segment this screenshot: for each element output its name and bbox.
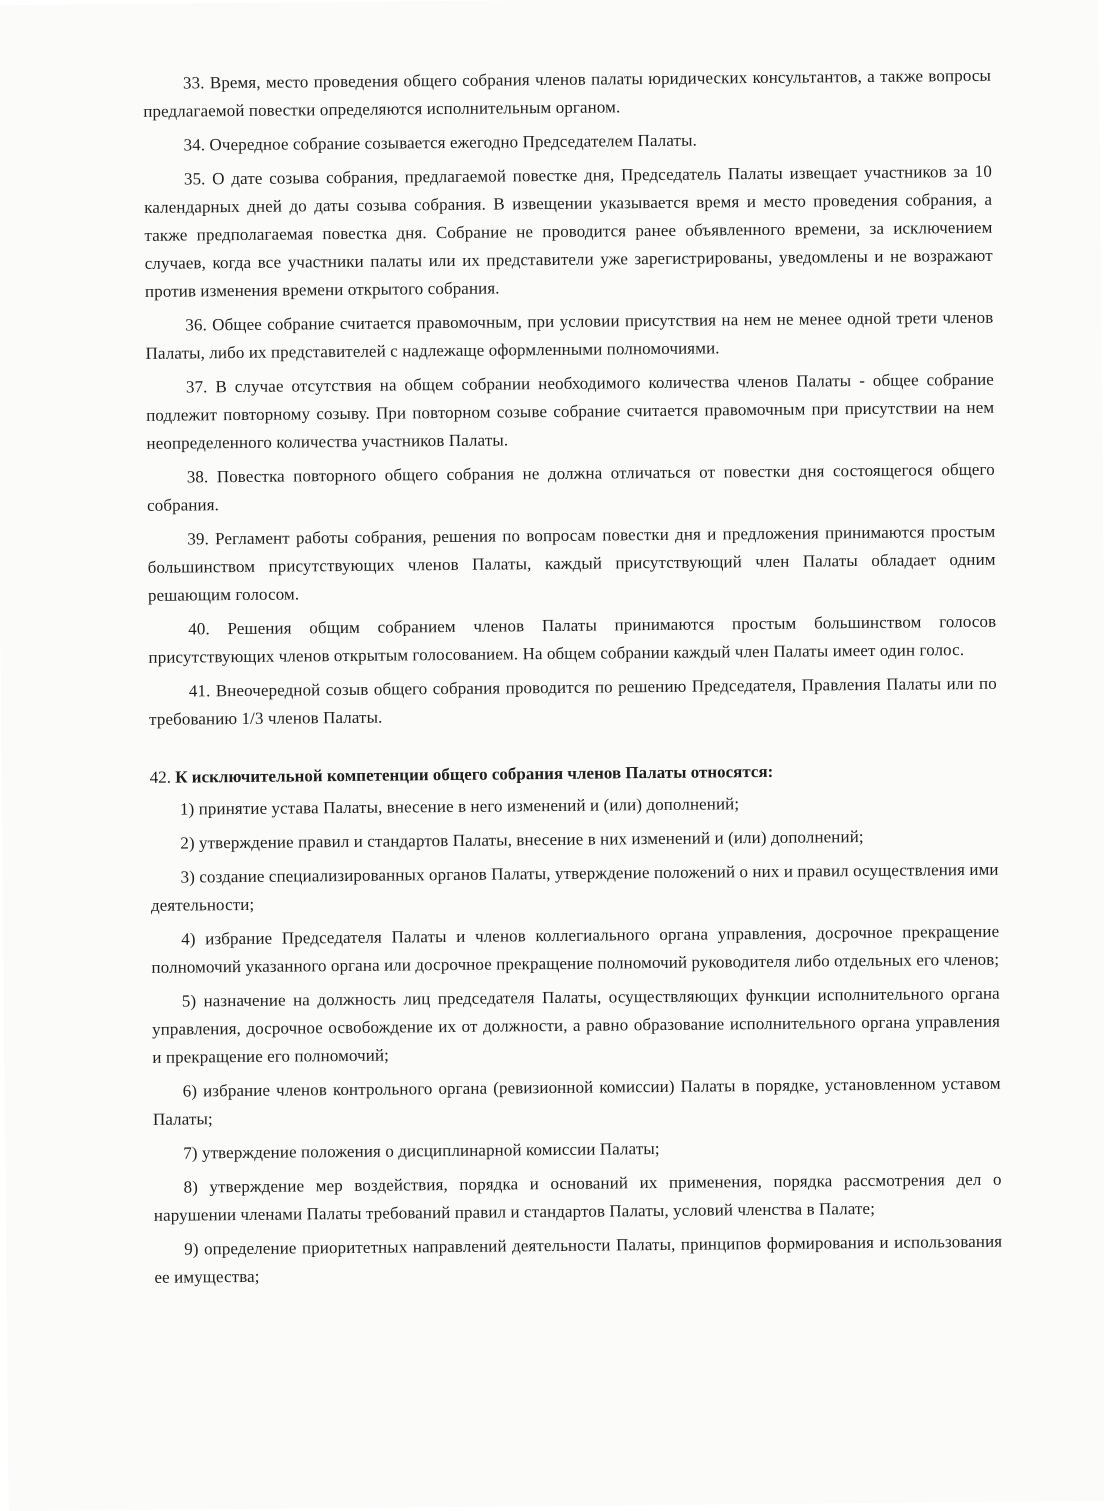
paragraph-33: 33. Время, место проведения общего собрания членов палаты юридических консультантов, а также вопросы предлагаемой повестки определяются исполнительным органом. — [143, 65, 992, 121]
list-item-5: 5) назначение на должность лиц председателя Палаты, осуществляющих функции исполнительного органа управления, досрочное освобождение их от должности, а равно образование исполнительного органа управления и прекращение его полномочий; — [151, 983, 1001, 1067]
list-item-2: 2) утверждение правил и стандартов Палаты, внесение в них изменений и (или) дополнений; — [180, 827, 864, 853]
paragraph-38: 38. Повестка повторного общего собрания не должна отличаться от повестки дня состоящегося общего собрания. — [146, 459, 995, 515]
paragraph-40: 40. Решения общим собранием членов Палаты принимаются простым большинством голосов присутствующих членов открытым голосованием. На общем собрании каждый член Палаты имеет один голос. — [148, 611, 997, 667]
section-heading-text: К исключительной компетенции общего собрания членов Палаты относятся: — [175, 761, 774, 787]
paragraph-36: 36. Общее собрание считается правомочным, при условии присутствия на нем не менее одной трети членов Палаты, либо их представителей с надлежаще оформленными полномочиями. — [145, 307, 994, 363]
paragraph-37: 37. В случае отсутствия на общем собрании необходимого количества членов Палаты - общее собрание подлежит повторному созыву. При повторном созыве собрание считается правомочным при присутствии на нем неопределенного количества участников Палаты. — [146, 369, 995, 453]
list-item-7: 7) утверждение положения о дисциплинарной комиссии Палаты; — [183, 1138, 660, 1163]
section-heading — [150, 756, 998, 792]
list-item-3: 3) создание специализированных органов Палаты, утверждение положений о них и правил осуществления ими деятельности; — [150, 859, 999, 915]
list-item-4: 4) избрание Председателя Палаты и членов коллегиального органа управления, досрочное прекращение полномочий указанного органа или досрочное прекращение полномочий руководителя либо отдельных его членов; — [151, 921, 1000, 977]
list-item-1: 1) принятие устава Палаты, внесение в него изменений и (или) дополнений; — [179, 794, 740, 819]
section-number: 42. — [149, 767, 172, 787]
list-item-8: 8) утверждение мер воздействия, порядка и оснований их применения, порядка рассмотрения дел о нарушении членами Палаты требований правил и стандартов Палаты, условий членства в Палате; — [153, 1169, 1002, 1225]
list-item-6: 6) избрание членов контрольного органа (ревизионной комиссии) Палаты в порядке, установленном уставом Палаты; — [152, 1073, 1001, 1129]
paragraph-39: 39. Регламент работы собрания, решения по вопросам повестки дня и предложения принимаются простым большинством присутствующих членов Палаты, каждый присутствующий член Палаты обладает одним решающим голосом. — [147, 521, 996, 605]
paragraph-41: 41. Внеочередной созыв общего собрания проводится по решению Председателя, Правления Палаты или по требованию 1/3 членов Палаты. — [149, 673, 997, 729]
paragraph-35: 35. О дате созыва собрания, предлагаемой повестке дня, Председатель Палаты извещает участников за 10 календарных дней до даты созыва собрания. В извещении указывается время и место проведения собрания, а также предполагаемая повестка дня. Собрание не проводится ранее объявленного времени, за исключением случаев, когда все участники палаты или их представители уже зарегистрированы, уведомлены и не возражают против изменения времени открытого собрания. — [144, 161, 993, 301]
paragraph-34: 34. Очередное собрание созывается ежегодно Председателем Палаты. — [183, 130, 697, 155]
list-item-9: 9) определение приоритетных направлений деятельности Палаты, принципов формирования и использования ее имущества; — [154, 1231, 1003, 1287]
